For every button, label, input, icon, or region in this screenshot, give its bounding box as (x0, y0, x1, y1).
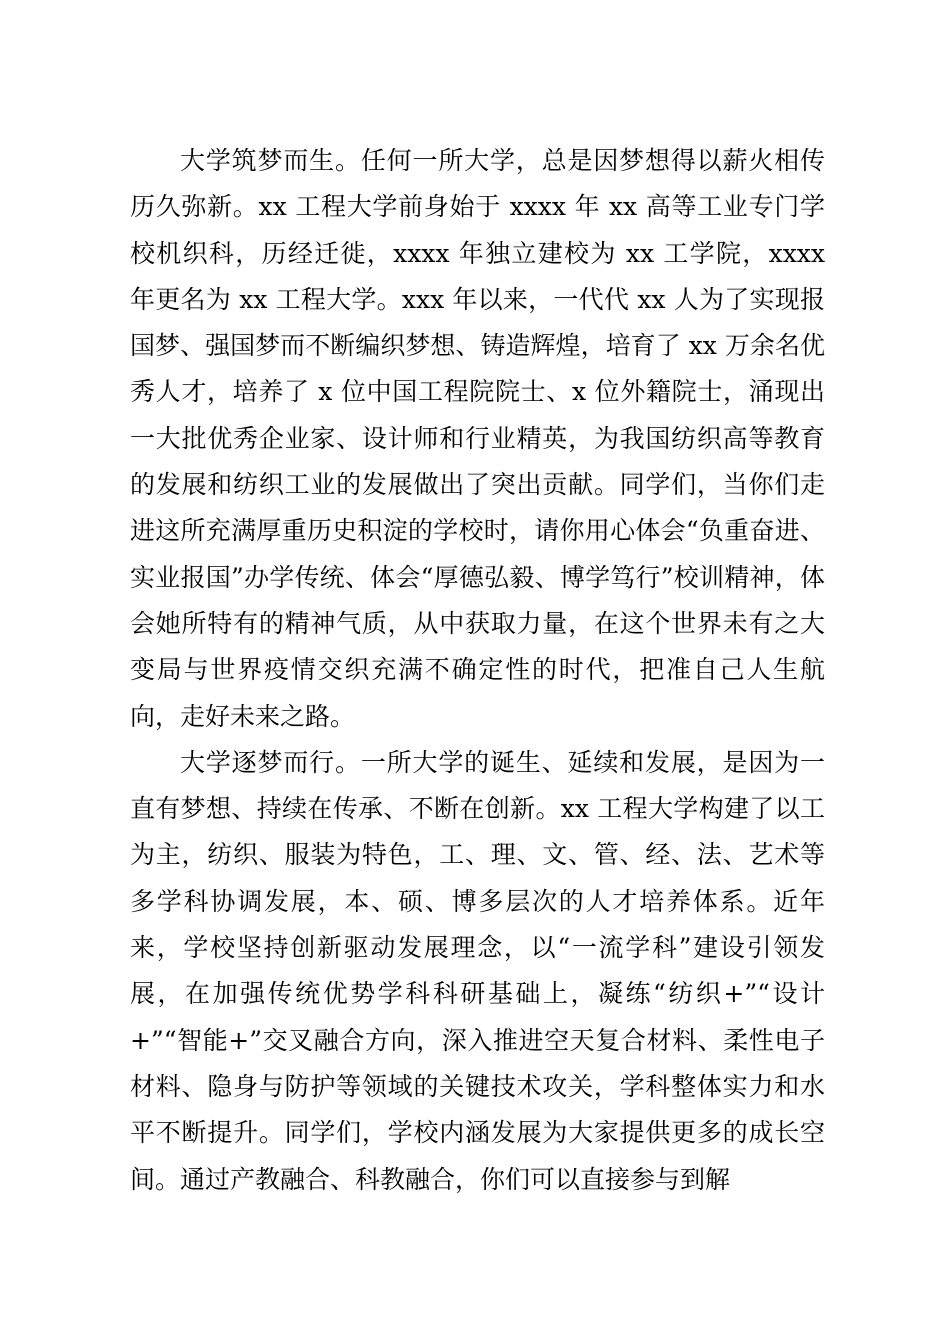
document-body (130, 138, 825, 1203)
paragraph: 大学筑梦而生。任何一所大学，总是因梦想得以薪火相传历久弥新。xx 工程大学前身始于 xxxx 年 xx 高等工业专门学校机织科，历经迁徙，xxxx 年独立建校为 xx 工学院，xxxx 年更名为 xx 工程大学。xxx 年以来，一代代 xx 人为了实现报国梦、强国梦而不断编织梦想、铸造辉煌，培育了 xx 万余名优秀人才，培养了 x 位中国工程院院士、x 位外籍院士，涌现出一大批优秀企业家、设计师和行业精英，为我国纺织高等教育的发展和纺织工业的发展做出了突出贡献。同学们，当你们走进这所充满厚重历史积淀的学校时，请你用心体会“负重奋进、实业报国”办学传统、体会“厚德弘毅、博学笃行”校训精神，体会她所特有的精神气质，从中获取力量，在这个世界未有之大变局与世界疫情交织充满不确定性的时代，把准自己人生航向，走好未来之路。 (130, 146, 825, 731)
paragraph: 大学逐梦而行。一所大学的诞生、延续和发展，是因为一直有梦想、持续在传承、不断在创新。xx 工程大学构建了以工为主，纺织、服装为特色，工、理、文、管、经、法、艺术等多学科协调发展，本、硕、博多层次的人才培养体系。近年来，学校坚持创新驱动发展理念，以“一流学科”建设引领发展，在加强传统优势学科科研基础上，凝练“纺织+”“设计+”“智能+”交叉融合方向，深入推进空天复合材料、柔性电子材料、隐身与防护等领域的关键技术攻关，学科整体实力和水平不断提升。同学们，学校内涵发展为大家提供更多的成长空间。通过产教融合、科教融合，你们可以直接参与到解 (130, 747, 825, 1194)
